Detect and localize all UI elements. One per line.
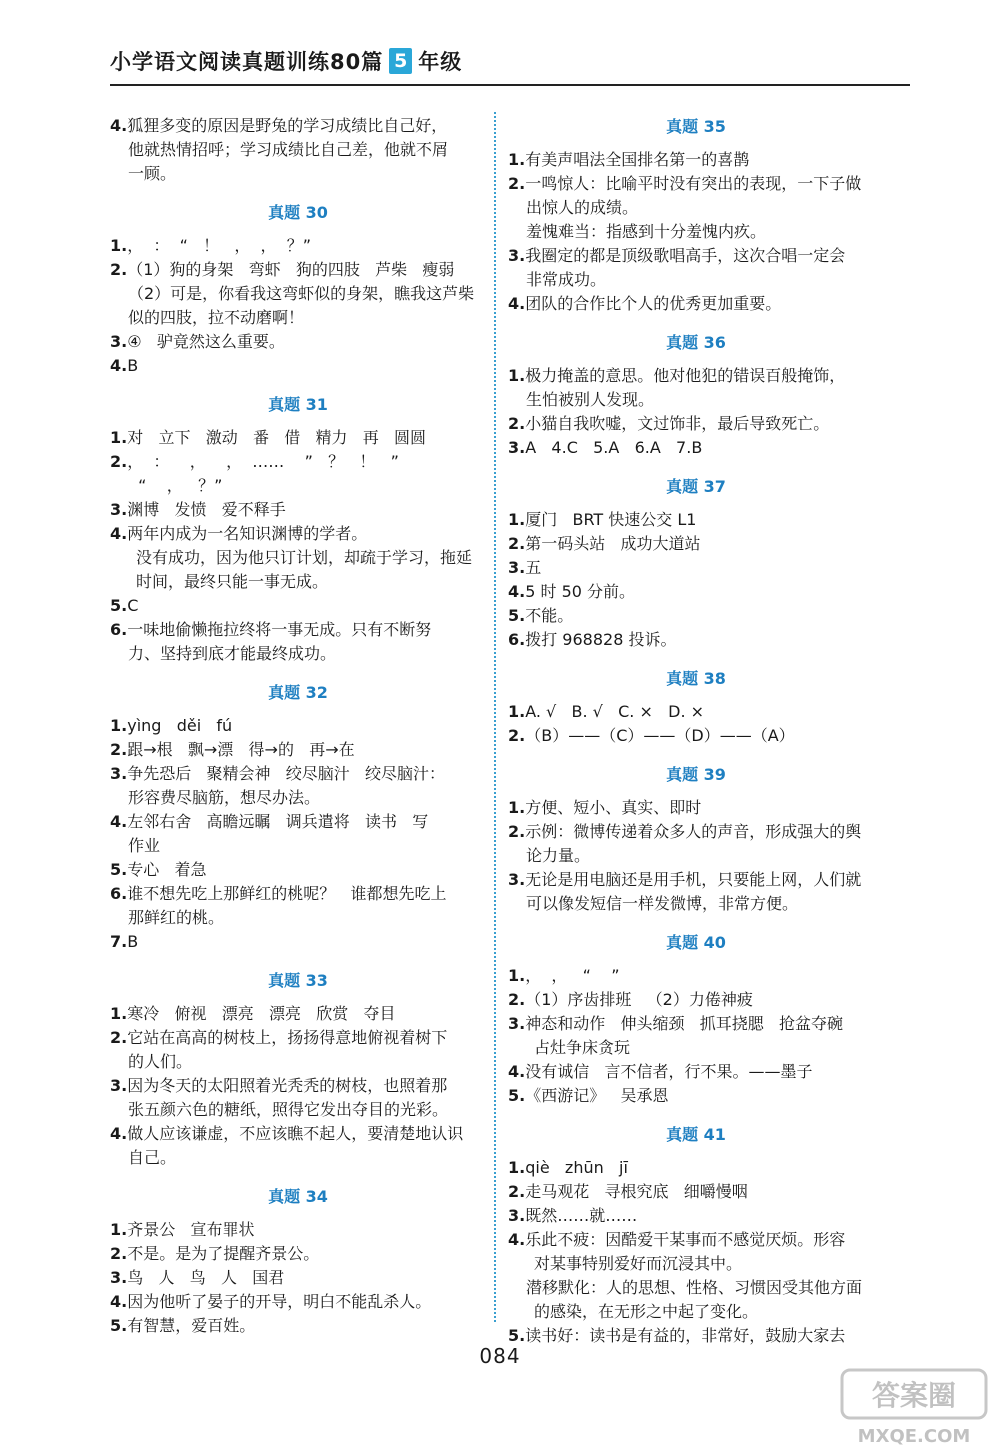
- answer-section: [508, 666, 884, 748]
- header-rule: [110, 84, 910, 86]
- answer-text: 有美声唱法全国排名第一的喜鹊: [525, 150, 750, 169]
- question-number: 3.: [508, 438, 526, 457]
- answer-section: [508, 114, 884, 316]
- answer-line: [508, 1204, 884, 1228]
- answer-text: 不是。是为了提醒齐景公。: [127, 1244, 320, 1263]
- answer-section: [110, 200, 486, 378]
- question-number: 5.: [110, 860, 128, 879]
- answer-line: [110, 114, 486, 138]
- question-number: 4.: [110, 1292, 128, 1311]
- answer-line: [110, 1122, 486, 1146]
- answer-text: A. √ B. √ C. × D. ×: [525, 702, 705, 721]
- answer-text: 对 立下 激动 番 借 精力 再 圆圆: [127, 428, 427, 447]
- question-number: 5.: [110, 1316, 128, 1335]
- answer-text: 左邻右舍 高瞻远瞩 调兵遣将 读书 写: [127, 812, 429, 831]
- answer-text: 拨打 968828 投诉。: [525, 630, 677, 649]
- answer-line: [508, 1156, 884, 1180]
- question-number: 4.: [110, 116, 128, 135]
- answer-line: [110, 642, 486, 666]
- answer-text: “ ， ？”: [128, 476, 223, 495]
- answer-text: ， ： “ ！ ， ， ？”: [127, 236, 312, 255]
- question-number: 1.: [508, 702, 526, 721]
- question-number: 4.: [508, 294, 526, 313]
- answer-line: [508, 244, 884, 268]
- question-number: 2.: [110, 740, 128, 759]
- answer-text: （1）狗的身架 弯虾 狗的四肢 芦柴 瘦弱: [127, 260, 455, 279]
- question-number: 3.: [110, 1268, 128, 1287]
- answer-text: 它站在高高的树枝上，扬扬得意地俯视着树下: [127, 1028, 448, 1047]
- grade-badge: 5: [389, 48, 412, 74]
- answer-section: [110, 392, 486, 666]
- answer-section: [508, 1122, 884, 1348]
- question-number: 3.: [508, 246, 526, 265]
- answer-text: 没有成功，因为他只订计划，却疏于学习，拖延: [136, 548, 473, 567]
- answer-text: 神态和动作 伸头缩颈 抓耳挠腮 抢盆夺碗: [525, 1014, 843, 1033]
- answer-line: [110, 498, 486, 522]
- answer-line: [508, 1060, 884, 1084]
- answer-section: [110, 680, 486, 954]
- answer-text: 做人应该谦虚，不应该瞧不起人，要清楚地认识: [127, 1124, 464, 1143]
- answer-line: [110, 594, 486, 618]
- question-number: 4.: [508, 1230, 526, 1249]
- answer-text: （1）序齿排班 （2）力倦神疲: [525, 990, 753, 1009]
- question-number: 4.: [508, 1062, 526, 1081]
- answer-line: [110, 1266, 486, 1290]
- answer-line: [508, 436, 884, 460]
- answer-line: [110, 1146, 486, 1170]
- answer-line: [110, 1026, 486, 1050]
- answer-text: 对某事特别爱好而沉浸其中。: [534, 1254, 743, 1273]
- question-number: 5.: [110, 596, 128, 615]
- answer-text: 论力量。: [526, 846, 591, 865]
- section-title: 真题 41: [666, 1125, 726, 1144]
- question-number: 6.: [508, 630, 526, 649]
- answer-line: [508, 1180, 884, 1204]
- answer-section: [508, 330, 884, 460]
- answer-line: [110, 1290, 486, 1314]
- answer-line: [508, 1012, 884, 1036]
- answer-line: [508, 796, 884, 820]
- answer-text: 我圈定的都是顶级歌唱高手，这次合唱一定会: [525, 246, 846, 265]
- answer-line: [110, 570, 486, 594]
- answer-text: 一顾。: [128, 164, 177, 183]
- question-number: 2.: [508, 1182, 526, 1201]
- question-number: 6.: [110, 620, 128, 639]
- answer-line: [110, 738, 486, 762]
- answer-text: 那鲜红的桃。: [128, 908, 225, 927]
- watermark-bottom-text: MXQE.COM: [857, 1426, 971, 1447]
- column-divider: [494, 112, 496, 1322]
- answer-line: [110, 1314, 486, 1338]
- answer-text: 跟→根 飘→漂 得→的 再→在: [127, 740, 355, 759]
- section-title: 真题 40: [666, 933, 726, 952]
- answer-line: [508, 1228, 884, 1252]
- question-number: 3.: [110, 332, 128, 351]
- answer-text: （2）可是，你看我这弯虾似的身架，瞧我这芦柴: [128, 284, 475, 303]
- answer-line: [508, 700, 884, 724]
- answer-section: [110, 100, 486, 186]
- question-number: 2.: [508, 726, 526, 745]
- answer-line: [508, 412, 884, 436]
- answer-line: [508, 964, 884, 988]
- answer-text: 无论是用电脑还是用手机，只要能上网，人们就: [525, 870, 862, 889]
- answer-line: [110, 234, 486, 258]
- answer-line: [508, 532, 884, 556]
- answer-text: 不能。: [525, 606, 574, 625]
- answer-text: 张五颜六色的糖纸，照得它发出夺目的光彩。: [128, 1100, 449, 1119]
- answer-text: 小猫自我吹嘘，文过饰非，最后导致死亡。: [525, 414, 830, 433]
- question-number: 3.: [508, 1206, 526, 1225]
- answer-text: 形容费尽脑筋，想尽办法。: [128, 788, 321, 807]
- answer-text: 极力掩盖的意思。他对他犯的错误百般掩饰，: [525, 366, 846, 385]
- answer-text: 没有诚信 言不信者，行不果。——墨子: [525, 1062, 813, 1081]
- answer-line: [508, 1252, 884, 1276]
- answer-text: 读书好：读书是有益的，非常好，鼓励大家去: [525, 1326, 846, 1345]
- question-number: 5.: [508, 1086, 526, 1105]
- answer-text: 齐景公 宣布罪状: [127, 1220, 255, 1239]
- section-title: 真题 31: [268, 395, 328, 414]
- answer-line: [110, 1002, 486, 1026]
- answer-line: [508, 820, 884, 844]
- answer-line: [110, 522, 486, 546]
- answer-line: [110, 162, 486, 186]
- answer-line: [110, 282, 486, 306]
- question-number: 4.: [110, 812, 128, 831]
- answer-line: [508, 388, 884, 412]
- question-number: 2.: [110, 452, 128, 471]
- answer-line: [508, 268, 884, 292]
- answer-line: [110, 858, 486, 882]
- answer-text: 潜移默化：人的思想、性格、习惯因受其他方面: [526, 1278, 863, 1297]
- question-number: 2.: [110, 260, 128, 279]
- question-number: 3.: [110, 764, 128, 783]
- answer-text: 谁不想先吃上那鲜红的桃呢？ 谁都想先吃上: [127, 884, 447, 903]
- answer-text: 羞愧难当：指感到十分羞愧内疚。: [526, 222, 767, 241]
- answer-text: 有智慧，爱百姓。: [127, 1316, 256, 1335]
- answer-line: [110, 618, 486, 642]
- answer-text: 走马观花 寻根究底 细嚼慢咽: [525, 1182, 748, 1201]
- section-title: 真题 37: [666, 477, 726, 496]
- answer-section: [508, 930, 884, 1108]
- answer-text: 方便、短小、真实、即时: [525, 798, 702, 817]
- question-number: 3.: [508, 870, 526, 889]
- answer-text: 示例：微博传递着众多人的声音，形成强大的舆: [525, 822, 862, 841]
- question-number: 5.: [508, 606, 526, 625]
- answer-line: [110, 258, 486, 282]
- answer-text: 《西游记》 吴承恩: [525, 1086, 669, 1105]
- answer-text: 乐此不疲：因酷爱干某事而不感觉厌烦。形容: [525, 1230, 846, 1249]
- answer-line: [508, 1276, 884, 1300]
- answer-line: [110, 1218, 486, 1242]
- question-number: 4.: [508, 582, 526, 601]
- answer-text: ， ， “ ”: [525, 966, 620, 985]
- section-title: 真题 38: [666, 669, 726, 688]
- answer-line: [508, 988, 884, 1012]
- question-number: 5.: [508, 1326, 526, 1345]
- answer-line: [508, 556, 884, 580]
- answer-line: [110, 786, 486, 810]
- question-number: 2.: [110, 1244, 128, 1263]
- answer-line: [110, 1074, 486, 1098]
- answer-text: 的感染，在无形之中起了变化。: [534, 1302, 759, 1321]
- watermark-logo: [840, 1368, 988, 1448]
- left-column: [110, 100, 486, 1338]
- answer-text: 出惊人的成绩。: [526, 198, 639, 217]
- answer-line: [110, 138, 486, 162]
- answer-text: 力、坚持到底才能最终成功。: [128, 644, 337, 663]
- answer-line: [110, 906, 486, 930]
- answer-text: 第一码头站 成功大道站: [525, 534, 701, 553]
- answer-line: [508, 724, 884, 748]
- answer-text: qiè zhūn jī: [525, 1158, 628, 1177]
- answer-section: [110, 968, 486, 1170]
- answer-text: 5 时 50 分前。: [525, 582, 636, 601]
- answer-line: [508, 172, 884, 196]
- answer-text: （B）——（C）——（D）——（A）: [525, 726, 795, 745]
- answer-line: [110, 330, 486, 354]
- answer-text: 争先恐后 聚精会神 绞尽脑汁 绞尽脑汁：: [127, 764, 445, 783]
- answer-text: ， ： ， ， …… ” ？ ！ ”: [127, 452, 399, 471]
- answer-text: 他就热情招呼；学习成绩比自己差，他就不屑: [128, 140, 449, 159]
- answer-text: 作业: [128, 836, 161, 855]
- answer-line: [508, 628, 884, 652]
- answer-text: A 4.C 5.A 6.A 7.B: [525, 438, 703, 457]
- answer-text: 非常成功。: [526, 270, 607, 289]
- question-number: 7.: [110, 932, 128, 951]
- answer-line: [110, 546, 486, 570]
- section-title: 真题 39: [666, 765, 726, 784]
- answer-text: 狐狸多变的原因是野兔的学习成绩比自己好，: [127, 116, 448, 135]
- answer-line: [508, 292, 884, 316]
- section-title: 真题 36: [666, 333, 726, 352]
- question-number: 1.: [110, 428, 128, 447]
- page-number: 084: [479, 1344, 521, 1368]
- answer-text: 时间，最终只能一事无成。: [136, 572, 329, 591]
- answer-text: 似的四肢，拉不动磨啊！: [128, 308, 305, 327]
- answer-line: [508, 604, 884, 628]
- answer-text: 因为他听了晏子的开导，明白不能乱杀人。: [127, 1292, 432, 1311]
- watermark-top-text: 答案圈: [871, 1379, 957, 1412]
- answer-section: [110, 1184, 486, 1338]
- answer-line: [110, 834, 486, 858]
- answer-line: [110, 306, 486, 330]
- answer-line: [110, 810, 486, 834]
- question-number: 2.: [110, 1028, 128, 1047]
- question-number: 2.: [508, 414, 526, 433]
- answer-line: [110, 930, 486, 954]
- title-prefix: 小学语文阅读真题训练80篇: [110, 50, 384, 74]
- section-title: 真题 35: [666, 117, 726, 136]
- answer-line: [508, 148, 884, 172]
- answer-line: [508, 844, 884, 868]
- question-number: 3.: [508, 1014, 526, 1033]
- question-number: 1.: [508, 966, 526, 985]
- section-title: 真题 32: [268, 683, 328, 702]
- answer-text: 厦门 BRT 快速公交 L1: [525, 510, 697, 529]
- question-number: 1.: [508, 510, 526, 529]
- answer-line: [508, 508, 884, 532]
- answer-line: [110, 1050, 486, 1074]
- answer-line: [508, 1036, 884, 1060]
- answer-line: [508, 1300, 884, 1324]
- answer-text: ④ 驴竟然这么重要。: [127, 332, 285, 351]
- section-title: 真题 30: [268, 203, 328, 222]
- answer-text: B: [127, 932, 139, 951]
- question-number: 2.: [508, 822, 526, 841]
- answer-text: yìng děi fú: [127, 716, 233, 735]
- answer-text: 渊博 发愤 爱不释手: [127, 500, 286, 519]
- answer-line: [110, 354, 486, 378]
- answer-text: 可以像发短信一样发微博，非常方便。: [526, 894, 799, 913]
- answer-text: 因为冬天的太阳照着光秃秃的树枝，也照着那: [127, 1076, 448, 1095]
- answer-line: [110, 882, 486, 906]
- answer-line: [110, 714, 486, 738]
- answer-text: 生怕被别人发现。: [526, 390, 655, 409]
- answer-text: 两年内成为一名知识渊博的学者。: [127, 524, 368, 543]
- answer-text: 专心 着急: [127, 860, 207, 879]
- answer-line: [508, 220, 884, 244]
- answer-line: [110, 1098, 486, 1122]
- answer-line: [110, 426, 486, 450]
- question-number: 4.: [110, 524, 128, 543]
- answer-line: [110, 1242, 486, 1266]
- question-number: 4.: [110, 1124, 128, 1143]
- question-number: 2.: [508, 174, 526, 193]
- answer-text: 自己。: [128, 1148, 177, 1167]
- answer-line: [508, 364, 884, 388]
- answer-text: 团队的合作比个人的优秀更加重要。: [525, 294, 782, 313]
- answer-line: [110, 474, 486, 498]
- answer-text: C: [127, 596, 139, 615]
- answer-text: 一味地偷懒拖拉终将一事无成。只有不断努: [127, 620, 432, 639]
- question-number: 1.: [508, 798, 526, 817]
- answer-text: 鸟 人 鸟 人 国君: [127, 1268, 285, 1287]
- answer-line: [508, 892, 884, 916]
- answer-line: [508, 1084, 884, 1108]
- answer-line: [110, 450, 486, 474]
- section-title: 真题 34: [268, 1187, 328, 1206]
- answer-text: 既然……就……: [525, 1206, 638, 1225]
- question-number: 1.: [508, 1158, 526, 1177]
- answer-text: 的人们。: [128, 1052, 193, 1071]
- answer-line: [508, 580, 884, 604]
- question-number: 3.: [110, 500, 128, 519]
- answer-line: [508, 868, 884, 892]
- question-number: 1.: [110, 1004, 128, 1023]
- question-number: 1.: [110, 716, 128, 735]
- question-number: 4.: [110, 356, 128, 375]
- question-number: 1.: [110, 236, 128, 255]
- question-number: 1.: [110, 1220, 128, 1239]
- right-column: [508, 100, 884, 1348]
- question-number: 2.: [508, 990, 526, 1009]
- answer-line: [508, 196, 884, 220]
- title-suffix: 年级: [418, 50, 463, 74]
- section-title: 真题 33: [268, 971, 328, 990]
- question-number: 3.: [508, 558, 526, 577]
- answer-text: 寒冷 俯视 漂亮 漂亮 欣赏 夺目: [127, 1004, 396, 1023]
- answer-text: B: [127, 356, 139, 375]
- question-number: 1.: [508, 150, 526, 169]
- answer-text: 一鸣惊人：比喻平时没有突出的表现，一下子做: [525, 174, 862, 193]
- question-number: 2.: [508, 534, 526, 553]
- book-title: [110, 44, 462, 78]
- answer-section: [508, 762, 884, 916]
- question-number: 1.: [508, 366, 526, 385]
- answer-section: [508, 474, 884, 652]
- question-number: 6.: [110, 884, 128, 903]
- answer-text: 占灶争床贪玩: [534, 1038, 631, 1057]
- answer-line: [110, 762, 486, 786]
- answer-text: 五: [525, 558, 542, 577]
- question-number: 3.: [110, 1076, 128, 1095]
